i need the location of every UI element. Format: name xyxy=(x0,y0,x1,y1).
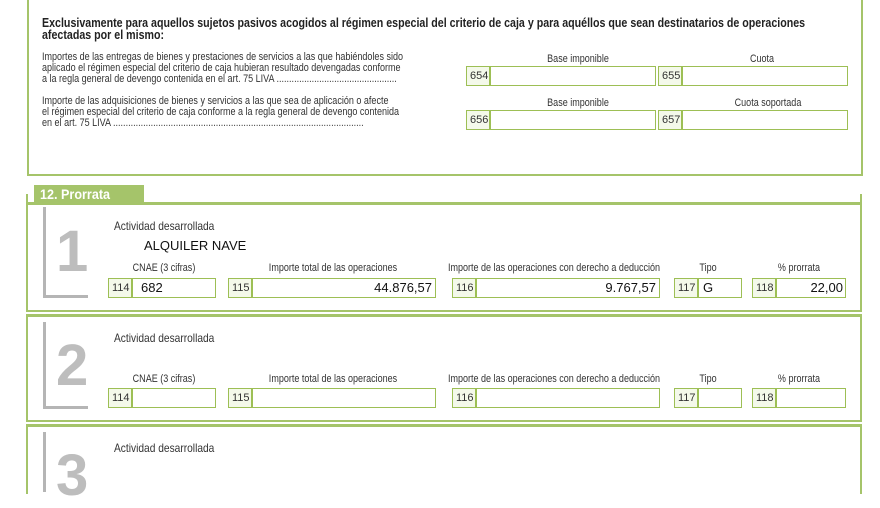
row1-base-label: Base imponible xyxy=(547,53,609,65)
prorrata-block-3 xyxy=(26,424,862,494)
row2-description xyxy=(42,96,477,129)
row1-description xyxy=(42,52,482,85)
block-2-deduccion-header: Importe de las operaciones con derecho a deducción xyxy=(447,373,661,385)
block-1-tipo-header: Tipo xyxy=(699,262,717,274)
row2-cuota-soportada-label: Cuota soportada xyxy=(734,97,802,109)
block-1-deduccion-header: Importe de las operaciones con derecho a deducción xyxy=(447,262,661,274)
block-2-box-117-number: 117 xyxy=(674,388,698,408)
box-654-input[interactable] xyxy=(490,66,656,86)
block-1-box-115-number: 115 xyxy=(228,278,252,298)
block-2-deduccion-input[interactable] xyxy=(476,388,660,408)
row2-line-1: Importe de las adquisiciones de bienes y servicios a las que sea de aplicación o afecte xyxy=(42,95,389,107)
block-1-cnae-header: CNAE (3 cifras) xyxy=(132,262,196,274)
block-1-total-value: 44.876,57 xyxy=(374,280,432,295)
block-2-total-header: Importe total de las operaciones xyxy=(268,373,398,385)
block-2-number: 2 xyxy=(56,333,89,398)
block-2-cnae-input[interactable] xyxy=(132,388,216,408)
block-1-pct-value: 22,00 xyxy=(810,280,843,295)
block-1-pct-header: % prorrata xyxy=(777,262,821,274)
box-656-number: 656 xyxy=(466,110,490,130)
block-3-activity-label: Actividad desarrollada xyxy=(114,441,215,455)
block-2-activity-label: Actividad desarrollada xyxy=(114,331,215,345)
block-3-number: 3 xyxy=(56,443,89,508)
block-2-tipo-header: Tipo xyxy=(699,373,717,385)
block-2-pct-header: % prorrata xyxy=(777,373,821,385)
box-656-input[interactable] xyxy=(490,110,656,130)
block-2-box-114-number: 114 xyxy=(108,388,132,408)
block-1-tipo-value: G xyxy=(703,280,714,295)
block-2-box-115-number: 115 xyxy=(228,388,252,408)
block-1-activity-value[interactable]: ALQUILER NAVE xyxy=(144,238,247,253)
block-1-box-114-number: 114 xyxy=(108,278,132,298)
block-2-box-116-number: 116 xyxy=(452,388,476,408)
box-654-number: 654 xyxy=(466,66,490,86)
block-2-total-input[interactable] xyxy=(252,388,436,408)
block-1-number: 1 xyxy=(56,219,89,284)
row1-line-3: a la regla general de devengo contenida en el art. 75 LIVA ................................................ xyxy=(42,73,397,85)
block-1-box-117-number: 117 xyxy=(674,278,698,298)
row1-line-1: Importes de las entregas de bienes y prestaciones de servicios a las que habiéndoles sido xyxy=(42,51,404,63)
block-2-tipo-input[interactable] xyxy=(698,388,742,408)
block-1-total-header: Importe total de las operaciones xyxy=(268,262,398,274)
row2-line-2: el régimen especial del criterio de caja conforme a la regla general de devengo contenida xyxy=(42,106,400,118)
box-655-number: 655 xyxy=(658,66,682,86)
box-657-number: 657 xyxy=(658,110,682,130)
block-1-box-116-number: 116 xyxy=(452,278,476,298)
prorrata-title: 12. Prorrata xyxy=(40,186,111,202)
block-2-box-118-number: 118 xyxy=(752,388,776,408)
box-655-input[interactable] xyxy=(682,66,848,86)
row2-line-3: en el art. 75 LIVA .................................................................................................... xyxy=(42,117,364,129)
criterio-caja-heading: Exclusivamente para aquellos sujetos pasivos acogidos al régimen especial del criterio de caja y para aquéllos que sean destinatarios de operaciones afectadas por el mismo: xyxy=(42,15,806,42)
block-2-cnae-header: CNAE (3 cifras) xyxy=(132,373,196,385)
block-1-deduccion-value: 9.767,57 xyxy=(605,280,656,295)
row1-cuota-label: Cuota xyxy=(749,53,775,65)
block-2-pct-input[interactable] xyxy=(776,388,846,408)
block-1-activity-label: Actividad desarrollada xyxy=(114,219,215,233)
block-1-box-118-number: 118 xyxy=(752,278,776,298)
row2-base-label: Base imponible xyxy=(547,97,609,109)
box-657-input[interactable] xyxy=(682,110,848,130)
row1-line-2: aplicado el régimen especial del criterio de caja hubieran resultado devengadas conforme xyxy=(42,62,401,74)
block-1-cnae-value: 682 xyxy=(141,280,163,295)
